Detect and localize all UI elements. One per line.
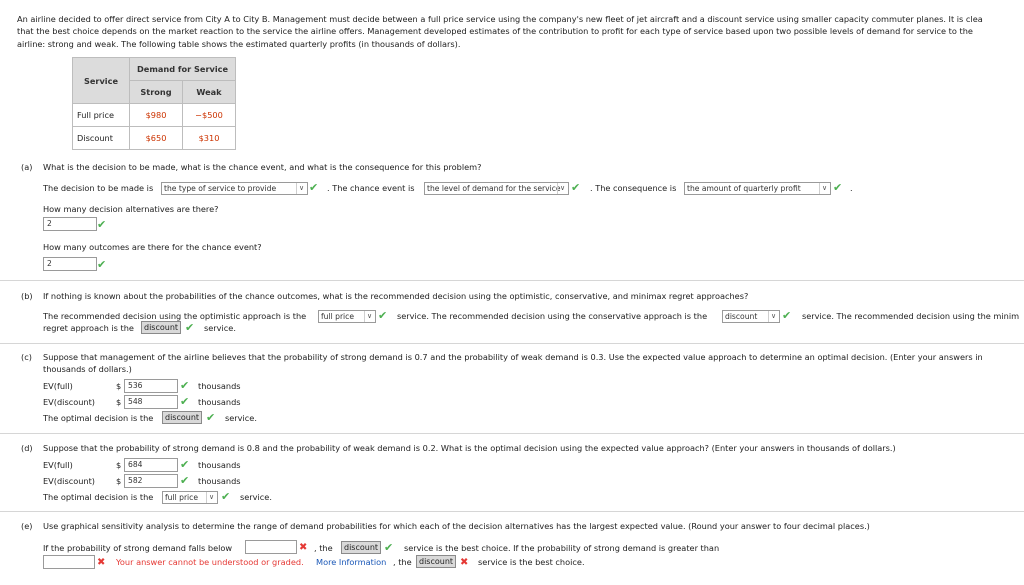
part-a-label: (a) [21, 162, 33, 172]
unit-label: thousands [198, 397, 241, 407]
cell-discount-strong: $650 [130, 127, 183, 150]
conservative-dropdown[interactable] [722, 310, 780, 323]
decision-dropdown[interactable] [161, 182, 308, 195]
check-icon: ✔ [206, 411, 216, 424]
outcomes-input[interactable]: 2 [43, 257, 97, 271]
decision-prefix: The decision to be made is [43, 183, 154, 193]
optimal-prefix: The optimal decision is the [43, 413, 154, 423]
consequence-prefix: . The consequence is [590, 183, 677, 193]
divider [0, 343, 1024, 344]
part-b-label: (b) [21, 291, 33, 301]
chevron-down-icon: ∨ [819, 183, 829, 194]
check-icon: ✔ [180, 379, 190, 392]
regret-suffix: service. [204, 323, 236, 333]
ev-discount-input[interactable]: 582 [124, 474, 178, 488]
check-icon: ✔ [185, 321, 195, 334]
alternatives-question: How many decision alternatives are there? [43, 204, 219, 214]
check-icon: ✔ [378, 309, 388, 322]
optimal-suffix: service. [240, 492, 272, 502]
cross-icon: ✖ [460, 557, 469, 568]
unit-label: thousands [198, 381, 241, 391]
currency-symbol: $ [116, 476, 122, 486]
chevron-down-icon: ∨ [557, 183, 567, 194]
conservative-prefix: service. The recommended decision using the conservative approach is the [397, 311, 708, 321]
demand-header: Demand for Service [130, 58, 236, 81]
more-information-link[interactable]: More Information [316, 557, 387, 567]
divider [0, 280, 1024, 281]
check-icon: ✔ [180, 474, 190, 487]
optimistic-dropdown-value: full price [321, 312, 355, 321]
check-icon: ✔ [97, 258, 107, 271]
check-icon: ✔ [180, 458, 190, 471]
chance-prefix: . The chance event is [327, 183, 415, 193]
sensitivity-answer-2[interactable]: discount [416, 555, 456, 568]
lower-threshold-input[interactable] [245, 540, 297, 554]
part-a-question: What is the decision to be made, what is the chance event, and what is the consequence for this problem? [43, 162, 482, 172]
optimal-suffix: service. [225, 413, 257, 423]
currency-symbol: $ [116, 381, 122, 391]
regret-prefix: regret approach is the [43, 323, 134, 333]
regret-answer[interactable]: discount [141, 321, 181, 334]
end-period: . [850, 183, 853, 193]
optimistic-dropdown[interactable] [318, 310, 376, 323]
sensitivity-suffix-2: service is the best choice. [478, 557, 585, 567]
unit-label: thousands [198, 460, 241, 470]
problem-intro [17, 13, 1024, 50]
weak-header: Weak [183, 81, 236, 104]
chevron-down-icon: ∨ [206, 492, 216, 503]
part-c-question-1: Suppose that management of the airline believes that the probability of strong demand is 0.7 and the probability of weak demand is 0.3. Use the expected value approach to determine an optimal decision. (Enter your answers in [43, 352, 983, 362]
ev-discount-label: EV(discount) [43, 397, 95, 407]
part-d-label: (d) [21, 443, 33, 453]
profit-table [72, 57, 236, 150]
part-e-question: Use graphical sensitivity analysis to determine the range of demand probabilities for which each of the decision alternatives has the largest expected value. (Round your answer to four decimal places.) [43, 521, 870, 531]
check-icon: ✔ [97, 218, 107, 231]
optimal-dropdown-value: full price [165, 493, 199, 502]
chevron-down-icon: ∨ [364, 311, 374, 322]
check-icon: ✔ [833, 181, 843, 194]
chance-dropdown[interactable] [424, 182, 569, 195]
consequence-dropdown[interactable] [684, 182, 831, 195]
check-icon: ✔ [571, 181, 581, 194]
currency-symbol: $ [116, 397, 122, 407]
chevron-down-icon: ∨ [768, 311, 778, 322]
unit-label: thousands [198, 476, 241, 486]
cell-full-weak: −$500 [183, 104, 236, 127]
part-d-question: Suppose that the probability of strong demand is 0.8 and the probability of weak demand is 0.2. What is the optimal decision using the expected value approach? (Enter your answers in thousands of dollars.) [43, 443, 896, 453]
intro-line-3: airline: strong and weak. The following table shows the estimated quarterly profits (in thousands of dollars). [17, 38, 461, 49]
strong-header: Strong [130, 81, 183, 104]
currency-symbol: $ [116, 460, 122, 470]
part-c-label: (c) [21, 352, 32, 362]
alternatives-input[interactable]: 2 [43, 217, 97, 231]
part-e-label: (e) [21, 521, 33, 531]
ev-discount-label: EV(discount) [43, 476, 95, 486]
sensitivity-mid-2: , the [393, 557, 412, 567]
sensitivity-suffix: service is the best choice. If the probability of strong demand is greater than [404, 543, 720, 553]
consequence-dropdown-value: the amount of quarterly profit [687, 184, 801, 193]
divider [0, 433, 1024, 434]
optimal-dropdown[interactable] [162, 491, 218, 504]
part-c-question-2: thousands of dollars.) [43, 364, 132, 374]
cross-icon: ✖ [299, 542, 308, 553]
check-icon: ✔ [221, 490, 231, 503]
sensitivity-prefix: If the probability of strong demand falls below [43, 543, 233, 553]
cross-icon: ✖ [97, 557, 106, 568]
ev-discount-input[interactable]: 548 [124, 395, 178, 409]
ev-full-label: EV(full) [43, 460, 73, 470]
optimistic-prefix: The recommended decision using the optimistic approach is the [43, 311, 307, 321]
minimax-prefix: service. The recommended decision using the minim [802, 311, 1020, 321]
chevron-down-icon: ∨ [296, 183, 306, 194]
intro-line-2: that the best choice depends on the market reaction to the service the airline offers. Management developed estimates of the contribution to profit for each type of service based upon two possible levels of demand for service to the [17, 26, 973, 37]
intro-line-1: An airline decided to offer direct service from City A to City B. Management must decide between a full price service using the company's new fleet of jet aircraft and a discount service using smaller capacity commuter planes. It is clea [17, 14, 983, 24]
outcomes-question: How many outcomes are there for the chance event? [43, 242, 262, 252]
optimal-prefix: The optimal decision is the [43, 492, 154, 502]
sensitivity-mid: , the [314, 543, 333, 553]
ev-full-input[interactable]: 536 [124, 379, 178, 393]
conservative-dropdown-value: discount [725, 312, 758, 321]
check-icon: ✔ [782, 309, 792, 322]
decision-dropdown-value: the type of service to provide [164, 184, 277, 193]
service-header: Service [73, 58, 130, 104]
cell-discount-weak: $310 [183, 127, 236, 150]
check-icon: ✔ [384, 541, 394, 554]
ev-full-input[interactable]: 684 [124, 458, 178, 472]
ev-full-label: EV(full) [43, 381, 73, 391]
row-label-full-price: Full price [73, 104, 130, 127]
optimal-answer[interactable]: discount [162, 411, 202, 424]
chance-dropdown-value: the level of demand for the service [427, 184, 561, 193]
cell-full-strong: $980 [130, 104, 183, 127]
check-icon: ✔ [309, 181, 319, 194]
part-b-question: If nothing is known about the probabilities of the chance outcomes, what is the recommended decision using the optimistic, conservative, and minimax regret approaches? [43, 291, 749, 301]
error-message: Your answer cannot be understood or graded. [116, 557, 304, 567]
divider [0, 511, 1024, 512]
row-label-discount: Discount [73, 127, 130, 150]
sensitivity-answer-1[interactable]: discount [341, 541, 381, 554]
check-icon: ✔ [180, 395, 190, 408]
upper-threshold-input[interactable] [43, 555, 95, 569]
